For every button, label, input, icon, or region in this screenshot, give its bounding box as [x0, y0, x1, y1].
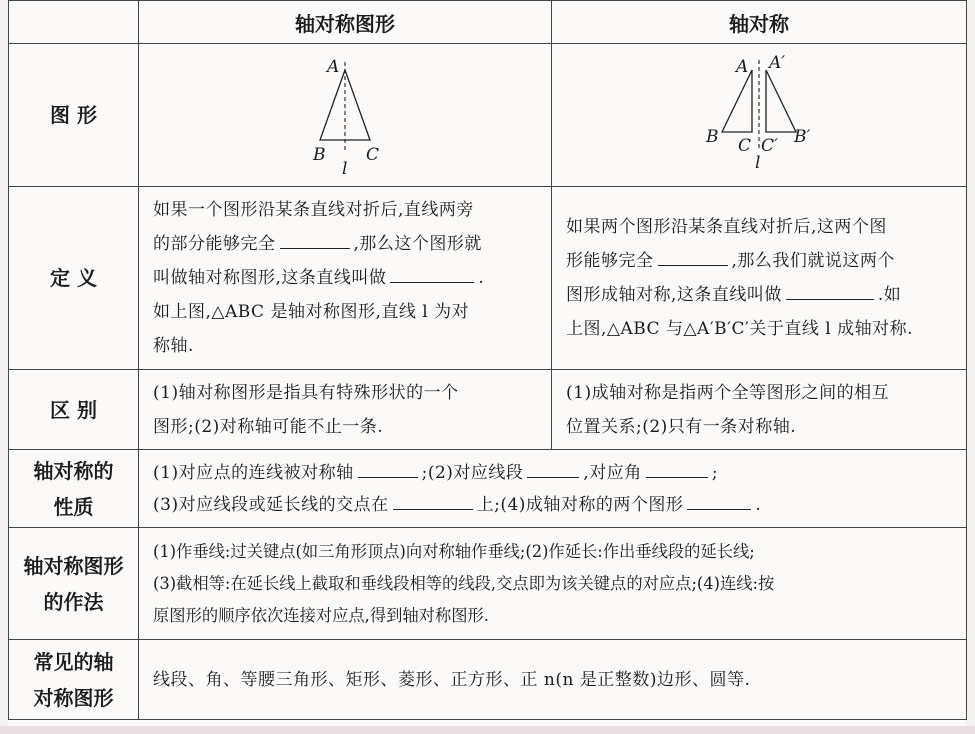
definition-left-cell — [139, 187, 552, 370]
answer-blank[interactable] — [658, 247, 728, 266]
definition-row — [9, 187, 967, 370]
common-label — [9, 640, 139, 720]
difference-label: 区 别 — [9, 370, 139, 450]
header-row — [9, 1, 967, 44]
difference-left-line-2: 图形;(2)对称轴可能不止一条. — [153, 416, 384, 437]
properties-row — [9, 450, 967, 528]
vertex-c-label: C — [366, 145, 380, 165]
difference-right-line-2: 位置关系;(2)只有一条对称轴. — [566, 416, 797, 437]
answer-blank[interactable] — [390, 264, 474, 283]
definition-right-line-4: 上图,△ABC 与△A′B′C′关于直线 l 成轴对称. — [566, 319, 914, 339]
definition-left-line-1: 如果一个图形沿某条直线对折后,直线两旁 — [153, 200, 474, 220]
vertex-a-label-right: A — [736, 57, 749, 77]
comparison-table — [8, 0, 967, 720]
figure-left-cell — [139, 44, 552, 187]
definition-left-line-2: 的部分能够完全 ,那么这个图形就 — [153, 227, 541, 261]
difference-left-line-1: (1)轴对称图形是指具有特殊形状的一个 — [153, 382, 459, 403]
definition-left-line-3: 叫做轴对称图形,这条直线叫做 . — [153, 261, 541, 295]
definition-left-line-5: 称轴. — [153, 336, 194, 356]
vertex-b2-label: B′ — [794, 127, 811, 147]
common-cell: 线段、角、等腰三角形、矩形、菱形、正方形、正 n(n 是正整数)边形、圆等. — [139, 640, 967, 720]
answer-blank[interactable] — [786, 281, 874, 300]
figure-row — [9, 44, 967, 187]
page-bottom-edge — [0, 726, 975, 734]
properties-label-line-1: 轴对称的 — [33, 458, 114, 483]
properties-label — [9, 450, 139, 528]
vertex-a-label: A — [327, 57, 340, 77]
common-label-line-1: 常见的轴 — [33, 649, 114, 674]
properties-cell — [139, 450, 967, 528]
answer-blank[interactable] — [687, 491, 751, 510]
axis-l-label: l — [342, 159, 348, 179]
common-label-line-2: 对称图形 — [33, 685, 114, 710]
common-row — [9, 640, 967, 720]
properties-line-2: (3)对应线段或延长线的交点在 上;(4)成轴对称的两个图形 . — [153, 489, 956, 521]
answer-blank[interactable] — [358, 459, 418, 478]
construction-cell — [139, 528, 967, 640]
vertex-c-label-right: C — [738, 136, 752, 156]
properties-line-1: (1)对应点的连线被对称轴 ;(2)对应线段 ,对应角 ; — [153, 457, 956, 489]
difference-row — [9, 370, 967, 450]
answer-blank[interactable] — [527, 459, 579, 478]
isosceles-triangle-diagram — [285, 50, 405, 180]
definition-left-line-4: 如上图,△ABC 是轴对称图形,直线 l 为对 — [153, 302, 470, 322]
construction-row — [9, 528, 967, 640]
answer-blank[interactable] — [280, 230, 350, 249]
difference-right-line-1: (1)成轴对称是指两个全等图形之间的相互 — [566, 382, 890, 403]
answer-blank[interactable] — [393, 491, 473, 510]
answer-blank[interactable] — [646, 459, 708, 478]
header-axial-symmetry: 轴对称 — [552, 1, 967, 44]
definition-right-cell — [552, 187, 967, 370]
definition-label: 定 义 — [9, 187, 139, 370]
construction-label-line-2: 的作法 — [43, 589, 104, 614]
construction-label — [9, 528, 139, 640]
figure-right-cell — [552, 44, 967, 187]
header-axisymmetric-figure: 轴对称图形 — [139, 1, 552, 44]
triangle-abc-right — [722, 70, 752, 132]
vertex-c2-label: C′ — [761, 136, 778, 156]
vertex-b-label: B — [313, 145, 326, 165]
definition-right-line-1: 如果两个图形沿某条直线对折后,这两个图 — [566, 217, 887, 237]
difference-right-cell — [552, 370, 967, 450]
triangle-a2b2c2 — [766, 70, 796, 132]
construction-line-2: (3)截相等:在延长线上截取和垂线段相等的线段,交点即为该关键点的对应点;(4)连线:按 — [153, 573, 775, 593]
figure-label: 图 形 — [9, 44, 139, 187]
reflected-triangles-diagram — [694, 50, 824, 180]
definition-right-line-3: 图形成轴对称,这条直线叫做 .如 — [566, 278, 956, 312]
header-blank — [9, 1, 139, 44]
properties-label-line-2: 性质 — [53, 494, 94, 519]
difference-left-cell — [139, 370, 552, 450]
vertex-a2-label: A′ — [769, 53, 786, 73]
axis-l-label-right: l — [755, 153, 761, 173]
construction-line-1: (1)作垂线:过关键点(如三角形顶点)向对称轴作垂线;(2)作延长:作出垂线段的延长线; — [153, 541, 755, 561]
vertex-b-label-right: B — [706, 127, 719, 147]
definition-right-line-2: 形能够完全 ,那么我们就说这两个 — [566, 244, 956, 278]
construction-line-3: 原图形的顺序依次连接对应点,得到轴对称图形. — [153, 605, 489, 625]
construction-label-line-1: 轴对称图形 — [23, 553, 124, 578]
